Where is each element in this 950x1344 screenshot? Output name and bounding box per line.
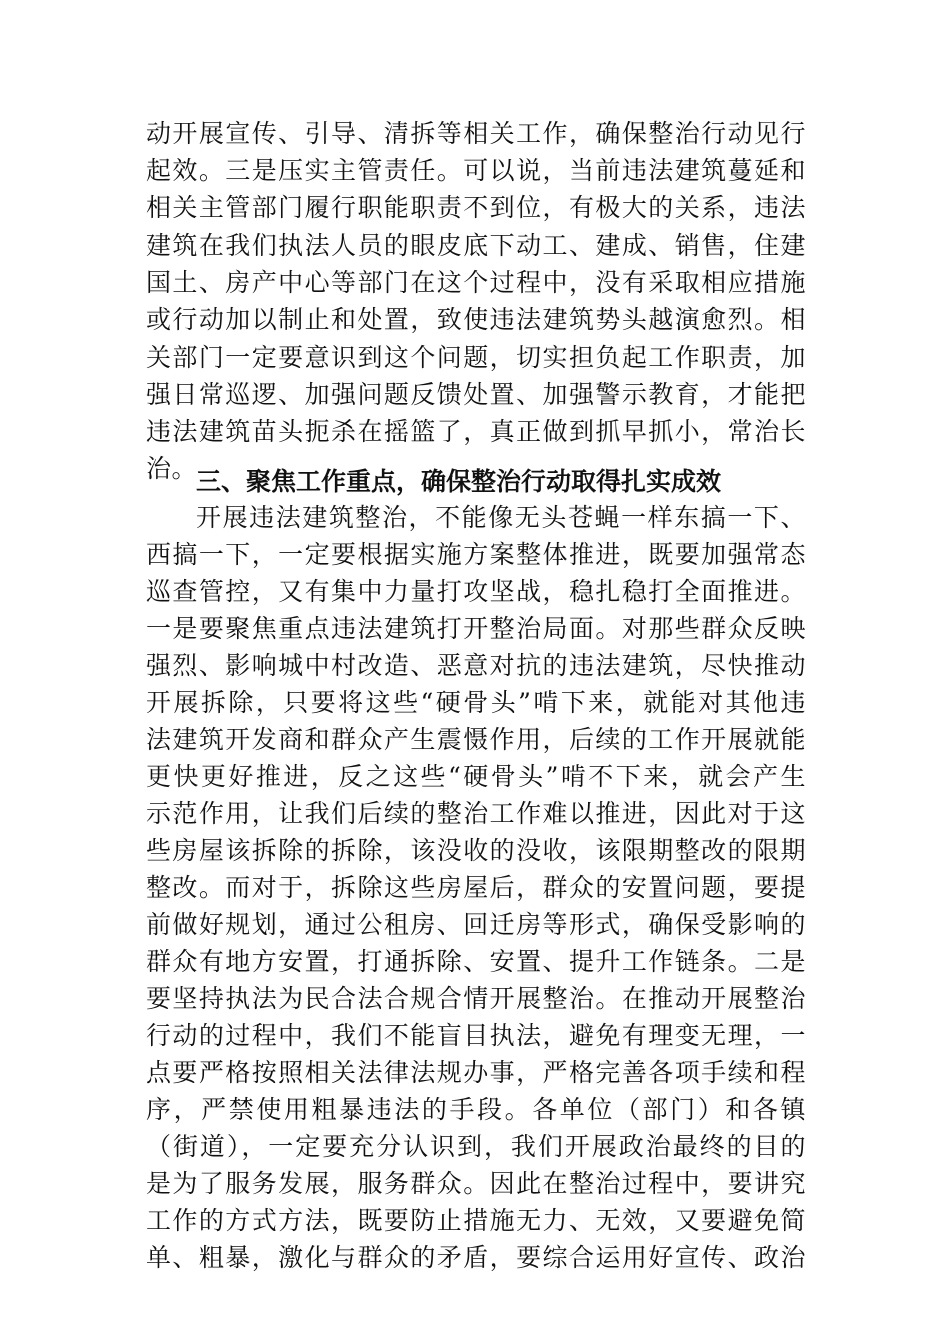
text-line: 建筑在我们执法人员的眼皮底下动工、建成、销售，住建: [146, 231, 806, 260]
text-line: 工作的方式方法，既要防止措施无力、无效，又要避免简: [146, 1206, 806, 1235]
text-line: 违法建筑苗头扼杀在摇篮了，真正做到抓早抓小，常治长: [146, 417, 806, 446]
text-line: 西搞一下，一定要根据实施方案整体推进，既要加强常态: [146, 540, 806, 569]
text-line: 相关主管部门履行职能职责不到位，有极大的关系，违法: [146, 193, 806, 222]
text-line: 前做好规划，通过公租房、回迁房等形式，确保受影响的: [146, 910, 806, 939]
text-line: 序，严禁使用粗暴违法的手段。各单位（部门）和各镇: [146, 1095, 806, 1124]
text-line: 起效。三是压实主管责任。可以说，当前违法建筑蔓延和: [146, 156, 806, 185]
text-line: 群众有地方安置，打通拆除、安置、提升工作链条。二是: [146, 947, 806, 976]
text-line: 一是要聚焦重点违法建筑打开整治局面。对那些群众反映: [146, 614, 806, 643]
text-line: 强日常巡逻、加强问题反馈处置、加强警示教育，才能把: [146, 380, 806, 409]
text-line: 开展违法建筑整治，不能像无头苍蝇一样东搞一下、: [196, 503, 806, 532]
text-line: 些房屋该拆除的拆除，该没收的没收，该限期整改的限期: [146, 836, 806, 865]
text-line: 更快更好推进，反之这些“硬骨头”啃不下来，就会产生: [146, 762, 806, 791]
text-line: 要坚持执法为民合法合规合情开展整治。在推动开展整治: [146, 984, 806, 1013]
text-line: 或行动加以制止和处置，致使违法建筑势头越演愈烈。相: [146, 305, 806, 334]
text-line: 开展拆除，只要将这些“硬骨头”啃下来，就能对其他违: [146, 688, 806, 717]
text-line: 国土、房产中心等部门在这个过程中，没有采取相应措施: [146, 268, 806, 297]
text-line: 动开展宣传、引导、清拆等相关工作，确保整治行动见行: [146, 119, 806, 148]
text-line: 整改。而对于，拆除这些房屋后，群众的安置问题，要提: [146, 873, 806, 902]
text-line: （街道），一定要充分认识到，我们开展政治最终的目的: [146, 1132, 806, 1161]
text-line: 行动的过程中，我们不能盲目执法，避免有理变无理，一: [146, 1021, 806, 1050]
text-line: 巡查管控，又有集中力量打攻坚战，稳扎稳打全面推进。: [146, 577, 806, 606]
section-heading: 三、聚焦工作重点，确保整治行动取得扎实成效: [196, 467, 722, 496]
text-line: 单、粗暴，激化与群众的矛盾，要综合运用好宣传、政治: [146, 1243, 806, 1272]
text-line: 关部门一定要意识到这个问题，切实担负起工作职责，加: [146, 343, 806, 372]
text-line: 法建筑开发商和群众产生震慑作用，后续的工作开展就能: [146, 725, 806, 754]
text-line: 示范作用，让我们后续的整治工作难以推进，因此对于这: [146, 799, 806, 828]
text-line: 点要严格按照相关法律法规办事，严格完善各项手续和程: [146, 1058, 806, 1087]
text-line: 是为了服务发展，服务群众。因此在整治过程中，要讲究: [146, 1169, 806, 1198]
text-line: 治。: [146, 454, 198, 483]
text-line: 强烈、影响城中村改造、恶意对抗的违法建筑，尽快推动: [146, 651, 806, 680]
